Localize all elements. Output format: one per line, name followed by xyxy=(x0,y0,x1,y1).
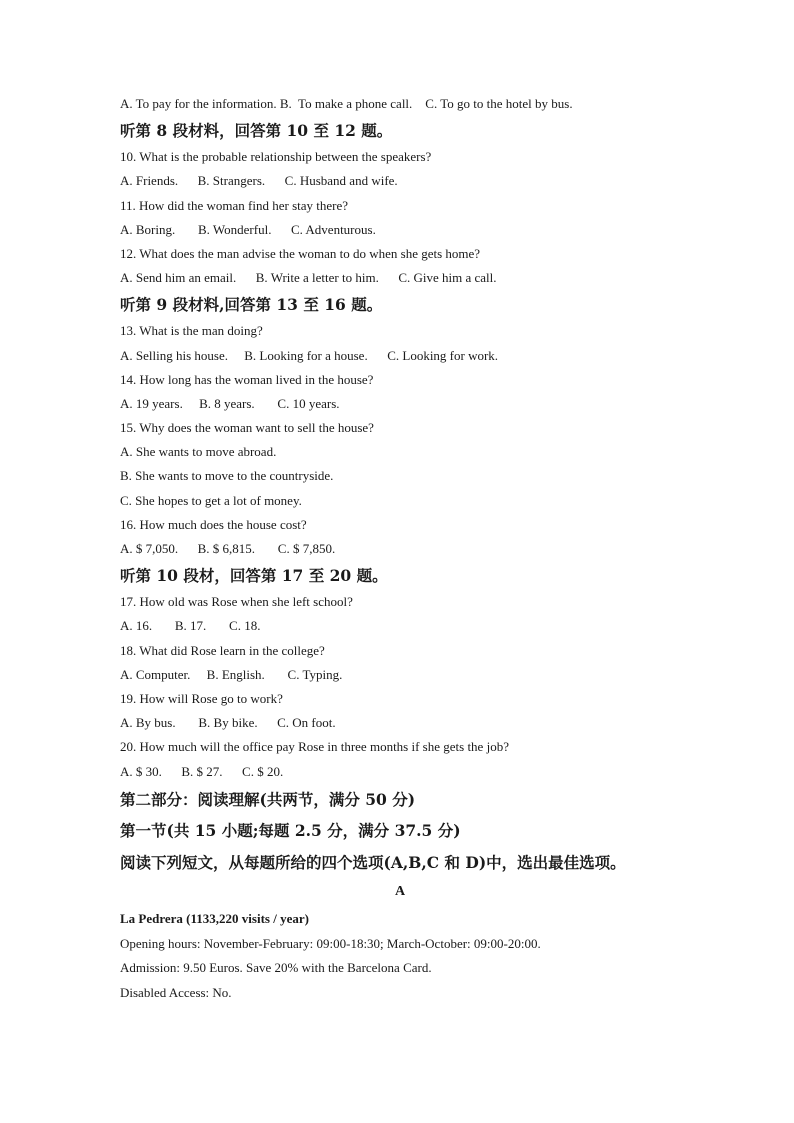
text-line: 12. What does the man advise the woman to do when she gets home? xyxy=(120,245,481,261)
text-line: A. Computer. B. English. C. Typing. xyxy=(120,666,343,682)
document-page xyxy=(120,92,680,1005)
text-line: Opening hours: November-February: 09:00-18:30; March-October: 09:00-20:00. xyxy=(120,936,541,952)
text-line: 19. How will Rose go to work? xyxy=(120,690,283,706)
text-line: A. Friends. B. Strangers. C. Husband and wife. xyxy=(120,173,398,189)
part-heading: 阅读下列短文，从每题所给的四个选项(A,B,C 和 D)中，选出最佳选项。 xyxy=(120,852,626,872)
text-line: Disabled Access: No. xyxy=(120,984,232,1000)
part-heading: 第二部分：阅读理解(共两节，满分 50 分) xyxy=(120,789,416,809)
text-line: A. $ 7,050. B. $ 6,815. C. $ 7,850. xyxy=(120,541,336,556)
text-line: 11. How did the woman find her stay there? xyxy=(120,197,349,213)
text-line: 14. How long has the woman lived in the house? xyxy=(120,371,374,387)
text-line: A. Selling his house. B. Looking for a house. C. Looking for work. xyxy=(120,347,499,363)
text-line: A. 19 years. B. 8 years. C. 10 years. xyxy=(120,395,340,411)
passage-label: A xyxy=(394,884,406,900)
text-line: Admission: 9.50 Euros. Save 20% with the Barcelona Card. xyxy=(120,960,432,976)
section-heading: 听第 8 段材料，回答第 10 至 12 题。 xyxy=(120,121,393,141)
text-line: B. She wants to move to the countryside. xyxy=(120,468,334,484)
text-line: 18. What did Rose learn in the college? xyxy=(120,642,325,658)
text-line: A. She wants to move abroad. xyxy=(120,444,277,460)
text-line: A. 16. B. 17. C. 18. xyxy=(120,618,261,634)
section-heading: 听第 10 段材，回答第 17 至 20 题。 xyxy=(120,566,388,586)
text-line: A. Send him an email. B. Write a letter to him. C. Give him a call. xyxy=(120,270,497,286)
text-line: 16. How much does the house cost? xyxy=(120,516,307,532)
text-line: A. $ 30. B. $ 27. C. $ 20. xyxy=(120,763,284,779)
text-line: A. To pay for the information. B. To make a phone call. C. To go to the hotel by bus. xyxy=(120,96,573,111)
text-line: 10. What is the probable relationship between the speakers? xyxy=(120,149,432,165)
text-line: 13. What is the man doing? xyxy=(120,323,263,339)
part-heading: 第一节(共 15 小题;每题 2.5 分，满分 37.5 分) xyxy=(120,821,461,841)
text-line: A. Boring. B. Wonderful. C. Adventurous. xyxy=(120,221,376,237)
text-line: 20. How much will the office pay Rose in three months if she gets the job? xyxy=(120,739,509,755)
section-heading: 听第 9 段材料,回答第 13 至 16 题。 xyxy=(120,295,383,315)
text-line: 17. How old was Rose when she left school? xyxy=(120,594,353,610)
text-line: A. By bus. B. By bike. C. On foot. xyxy=(120,715,336,731)
text-line: C. She hopes to get a lot of money. xyxy=(120,492,302,508)
passage-subtitle: La Pedrera (1133,220 visits / year) xyxy=(120,911,309,927)
text-line: 15. Why does the woman want to sell the house? xyxy=(120,420,374,436)
